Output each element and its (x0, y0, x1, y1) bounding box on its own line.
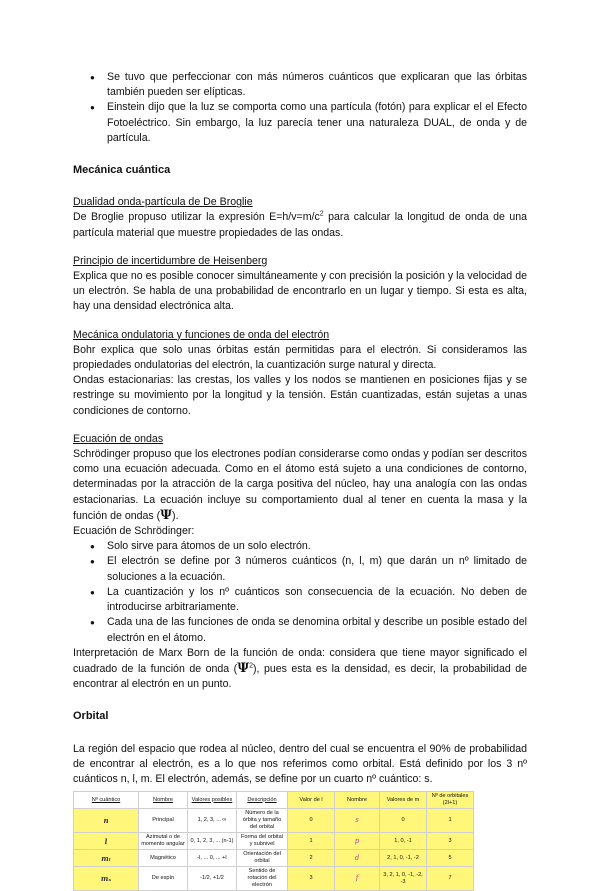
table-header-cell: Nº de orbitales (2l+1) (427, 792, 474, 809)
table-cell: Orientación del orbital (237, 850, 288, 867)
table-header-row (74, 792, 474, 809)
table-row (74, 833, 474, 850)
table-cell: l (74, 833, 139, 850)
table-cell: 2, 1, 0, -1, -2 (380, 850, 427, 867)
table-row (74, 809, 474, 833)
intro-bullet-list (73, 70, 527, 146)
table-cell: d (335, 850, 380, 867)
table-cell: s (335, 809, 380, 833)
table-cell: 3 (288, 867, 335, 891)
table-cell: -1/2, +1/2 (188, 867, 237, 891)
table-cell: 2 (288, 850, 335, 867)
table-cell: 1 (427, 809, 474, 833)
table-cell: Número de la órbita y tamaño del orbital (237, 809, 288, 833)
list-item: ● El electrón se define por 3 números cuánticos (n, l, m) que darán un nº limitado de soluciones a la ecuación. (107, 554, 527, 584)
text-span: ), pues esta es la densidad, es decir, la probabilidad de encontrar al electrón en un punto. (73, 662, 528, 691)
heading-debroglie: Dualidad onda-partícula de De Broglie (73, 196, 253, 209)
table-header-cell: Valor de l (288, 792, 335, 809)
table-cell: f (335, 867, 380, 891)
table-cell: De espín (139, 867, 188, 891)
schrodinger-label: Ecuación de Schrödinger: (73, 525, 195, 538)
heading-ecuacion: Ecuación de ondas (73, 432, 164, 445)
section-title-mecanica: Mecánica cuántica (73, 164, 171, 177)
text-span: ). (172, 509, 179, 522)
table-row (74, 850, 474, 867)
paragraph-heisenberg: Explica que no es posible conocer simultáneamente y con precisión la posición y la velocidad de un electrón. Se habla de una probabilidad de encontrarlo en un lugar y tiempo. Si esta es alta, hay una densidad electrónica alta. (73, 270, 527, 313)
table-cell: 3, 2, 1, 0, -1, -2, -3 (380, 867, 427, 891)
table-cell: 3 (427, 833, 474, 850)
table-cell: n (74, 809, 139, 833)
table-header-cell: Nº cuántico (74, 792, 139, 809)
paragraph-orbital: La región del espacio que rodea al núcleo, dentro del cual se encuentra el 90% de probabilidad de encontrar al electrón, es a lo que nos referimos como orbital. Está definido por los 3 nº cuánticos n, l, m. El electrón, además, se define por un cuarto nº cuántico: s. (73, 742, 527, 785)
psi-symbol: Ψ (237, 660, 250, 676)
quantum-numbers-table (73, 791, 474, 891)
text-span: Interpretación de Marx Born de la función de onda: considera que tiene mayor significado el cuadrado de la función de onda ( (73, 646, 527, 675)
table-cell: 5 (427, 850, 474, 867)
paragraph-ecuacion (73, 447, 527, 524)
heading-heisenberg: Principio de incertidumbre de Heisenberg (73, 254, 268, 267)
table-header-cell: Valores de m (380, 792, 427, 809)
text-span: De Broglie propuso utilizar la expresión E=h/v=m/c (73, 211, 320, 224)
table-cell: Principal (139, 809, 188, 833)
table-cell: 0, 1, 2, 3, ... (n-1) (188, 833, 237, 850)
section-title-orbital: Orbital (73, 710, 109, 723)
table-cell: Magnético (139, 850, 188, 867)
table-cell: mₛ (74, 867, 139, 891)
table-header-cell: Descripción (237, 792, 288, 809)
paragraph-ondulatoria-1: Bohr explica que solo unas órbitas están permitidas para el electrón. Si consideramos las propiedades ondulatorias del electrón, la cuantización surge natural y directa. (73, 343, 527, 372)
psi-symbol: Ψ (160, 507, 173, 523)
table-cell: 1, 2, 3, ... ∞ (188, 809, 237, 833)
table-cell: 0 (288, 809, 335, 833)
superscript: 2 (319, 210, 324, 218)
paragraph-born (73, 646, 527, 693)
table-header-cell: Valores posibles (188, 792, 237, 809)
schrodinger-bullet-list (73, 539, 527, 645)
table-cell: 1 (288, 833, 335, 850)
table-cell: Sentido de rotación del electrón (237, 867, 288, 891)
text-span: para calcular la longitud de onda de una partícula material que muestre propiedades de las ondas. (73, 211, 527, 239)
table-row (74, 867, 474, 891)
paragraph-ondulatoria-2: Ondas estacionarias: las crestas, los valles y los nodos se mantienen en posiciones fijas y se restringe su movimiento por la longitud y la tensión. Están cuantizadas, están sujetas a unas condiciones de contorno. (73, 374, 527, 417)
table-cell: 1, 0, -1 (380, 833, 427, 850)
list-item: ● La cuantización y los nº cuánticos son consecuencia de la ecuación. No deben de introducirse arbitrariamente. (107, 585, 527, 615)
paragraph-debroglie (73, 210, 527, 240)
table-header-cell: Nombre (335, 792, 380, 809)
list-item: ● Solo sirve para átomos de un solo electrón. (107, 539, 527, 554)
list-item: ● Einstein dijo que la luz se comporta como una partícula (fotón) para explicar el el Efecto Fotoeléctrico. Sin embargo, la luz parecía tener una naturaleza DUAL, de onda y de partícula. (107, 100, 527, 146)
table-cell: Azimutal o de momento angular (139, 833, 188, 850)
superscript: 2 (249, 662, 253, 670)
heading-ondulatoria: Mecánica ondulatoria y funciones de onda del electrón (73, 328, 330, 341)
table-cell: 7 (427, 867, 474, 891)
table-cell: mₗ (74, 850, 139, 867)
table-cell: 0 (380, 809, 427, 833)
text-span: Schrödinger propuso que los electrones podían considerarse como ondas y podían ser descritos como una ecuación adecuada. Como en el átomo está sujeto a una condiciones de contorno, determinadas por la atracción de la carga positiva del núcleo, hay una analogía con las ondas estacionarias. La ecuación incluye su comportamiento dual al tener en cuenta la masa y la función de ondas ( (73, 448, 527, 522)
table-cell: -l, ... 0, ... +l (188, 850, 237, 867)
list-item: ● Cada una de las funciones de onda se denomina orbital y describe un posible estado del electrón en el átomo. (107, 615, 527, 645)
table-cell: p (335, 833, 380, 850)
list-item: ● Se tuvo que perfeccionar con más números cuánticos que explicaran que las órbitas también pueden ser elípticas. (107, 70, 527, 100)
table-cell: Forma del orbital y subnivel (237, 833, 288, 850)
table-header-cell: Nombre (139, 792, 188, 809)
